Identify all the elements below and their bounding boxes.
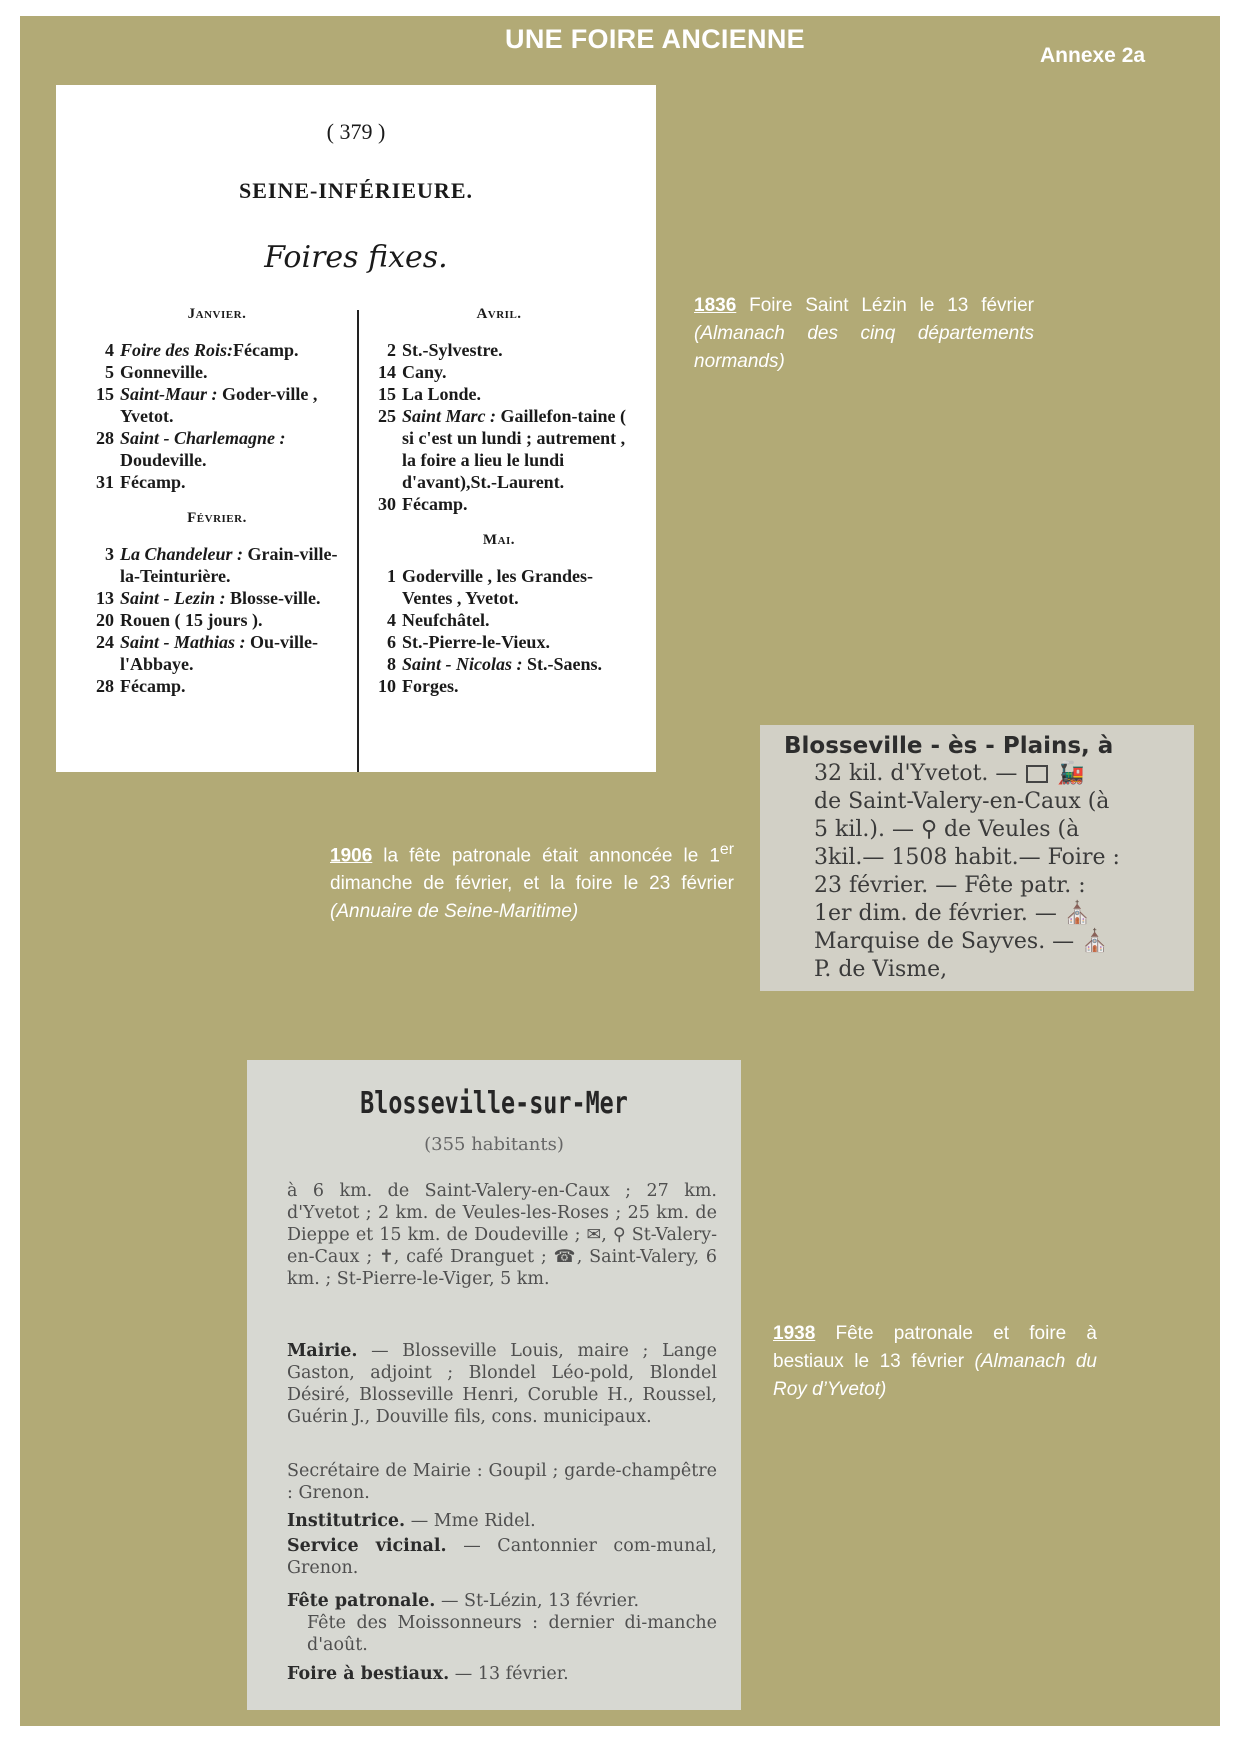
annuaire-line: 3kil.— 1508 habit.— Foire :	[814, 845, 1120, 870]
fair-entry: 3 La Chandeleur : Grain-ville-la-Teinturière.	[105, 544, 338, 586]
month-avril: Avril.	[476, 306, 522, 322]
annuaire-line: 23 février. — Fête patr. :	[814, 873, 1086, 898]
month-fevrier: Février.	[187, 510, 247, 526]
annuaire-line: 32 kil. d'Yvetot. — 🚂	[814, 761, 1085, 786]
fair-entry: 15 Saint-Maur : Goder-ville , Yvetot.	[96, 384, 318, 426]
post-office-icon	[1026, 765, 1048, 783]
train-icon: 🚂	[1057, 761, 1085, 786]
fair-entry: 1 Goderville , les Grandes-Ventes , Yvetot.	[387, 566, 593, 608]
annuaire-line: 5 kil.). — ⚲ de Veules (à	[814, 817, 1080, 842]
month-janvier: Janvier.	[187, 306, 247, 322]
caption-1938: 1938 Fête patronale et foire à bestiaux le 13 février (Almanach du Roy d’Yvetot)	[773, 1323, 1097, 1400]
annuaire-line: Marquise de Sayves. — ⛪	[814, 929, 1109, 954]
annex-label: Annexe 2a	[1040, 44, 1146, 67]
fair-entry: 6 St.-Pierre-le-Vieux.	[387, 632, 550, 652]
column-right	[368, 303, 630, 697]
fair-entry: 4 Foire des Rois:Fécamp.	[105, 340, 299, 360]
fair-entry: 25 Saint Marc : Gaillefon-taine ( si c'est un lundi ; autrement , la foire a lieu le lundi d'avant),St.-Laurent.	[378, 406, 627, 492]
almanach-1938-scan	[247, 1060, 741, 1710]
caption-1906: 1906 la fête patronale était annoncée le 1er dimanche de février, et la foire le 23 février (Annuaire de Seine-Maritime)	[330, 841, 734, 923]
annuaire-line: de Saint-Valery-en-Caux (à	[814, 789, 1110, 814]
fair-entry: 5 Gonneville.	[105, 362, 208, 382]
fair-entry: 14 Cany.	[378, 362, 447, 382]
fair-entry: 20 Rouen ( 15 jours ).	[96, 610, 263, 630]
page-number: ( 379 )	[326, 119, 386, 144]
fair-entry-blosseville: 13 Saint - Lezin : Blosse-ville.	[96, 588, 321, 608]
chateau-icon: ⛪	[1081, 929, 1109, 954]
almanach-1836-scan	[56, 85, 656, 772]
page-title: UNE FOIRE ANCIENNE	[505, 24, 805, 54]
department-heading: SEINE-INFÉRIEURE.	[239, 178, 473, 203]
column-left	[86, 303, 348, 697]
annuaire-line: 1er dim. de février. — ⛪	[814, 901, 1092, 926]
annuaire-line: P. de Visme,	[814, 957, 948, 982]
foires-fixes-heading: Foires fixes.	[264, 240, 448, 275]
foire-line: Foire à bestiaux. — 13 février.	[287, 1664, 569, 1684]
fair-entry: 28 Saint - Charlemagne : Doudeville.	[96, 428, 286, 470]
fair-entry: 31 Fécamp.	[96, 472, 186, 492]
fair-entry: 28 Fécamp.	[96, 676, 186, 696]
chateau-icon: ⛪	[1063, 901, 1092, 926]
secretaire-paragraph: Secrétaire de Mairie : Goupil ; garde-champêtre : Grenon.	[287, 1461, 717, 1503]
month-mai: Mai.	[482, 532, 516, 548]
fair-entry: 15 La Londe.	[378, 384, 482, 404]
column-divider	[357, 310, 359, 772]
annuaire-1906-scan	[760, 725, 1194, 991]
fair-entry: 4 Neufchâtel.	[387, 610, 490, 630]
fair-entry: 10 Forges.	[378, 676, 459, 696]
caption-1836: 1836 Foire Saint Lézin le 13 février (Almanach des cinq départements normands)	[694, 295, 1034, 372]
distances-paragraph: à 6 km. de Saint-Valery-en-Caux ; 27 km. d'Yvetot ; 2 km. de Veules-les-Roses ; 25 km. de Dieppe et 15 km. de Doudeville ; ✉, ⚲ St-Valery-en-Caux ; ✝, café Dranguet ; ☎, Saint-Valery, 6 km. ; St-Pierre-le-Viger, 5 km.	[287, 1181, 717, 1289]
fair-entry: 8 Saint - Nicolas : St.-Saens.	[387, 654, 603, 674]
service-paragraph: Service vicinal. — Cantonnier com-munal, Grenon.	[287, 1536, 717, 1578]
almanach-heading: Blosseville-sur-Mer	[360, 1086, 628, 1121]
mairie-paragraph: Mairie. — Blosseville Louis, maire ; Lange Gaston, adjoint ; Blondel Léo-pold, Blondel Désiré, Blosseville Henri, Coruble H., Roussel, Guérin J., Douville fils, cons. municipaux.	[287, 1341, 717, 1427]
moissonneurs-line: Fête des Moissonneurs : dernier di-manche d'août.	[307, 1613, 717, 1655]
fete-line: Fête patronale. — St-Lézin, 13 février.	[287, 1591, 640, 1611]
annuaire-heading: Blosseville - ès - Plains, à	[784, 733, 1114, 759]
fair-entry: 24 Saint - Mathias : Ou-ville-l'Abbaye.	[96, 632, 319, 674]
fair-entry: 30 Fécamp.	[378, 494, 468, 514]
inhabitants-count: (355 habitants)	[424, 1134, 564, 1155]
institutrice-line: Institutrice. — Mme Ridel.	[287, 1511, 536, 1531]
fair-entry: 2 St.-Sylvestre.	[387, 340, 503, 360]
